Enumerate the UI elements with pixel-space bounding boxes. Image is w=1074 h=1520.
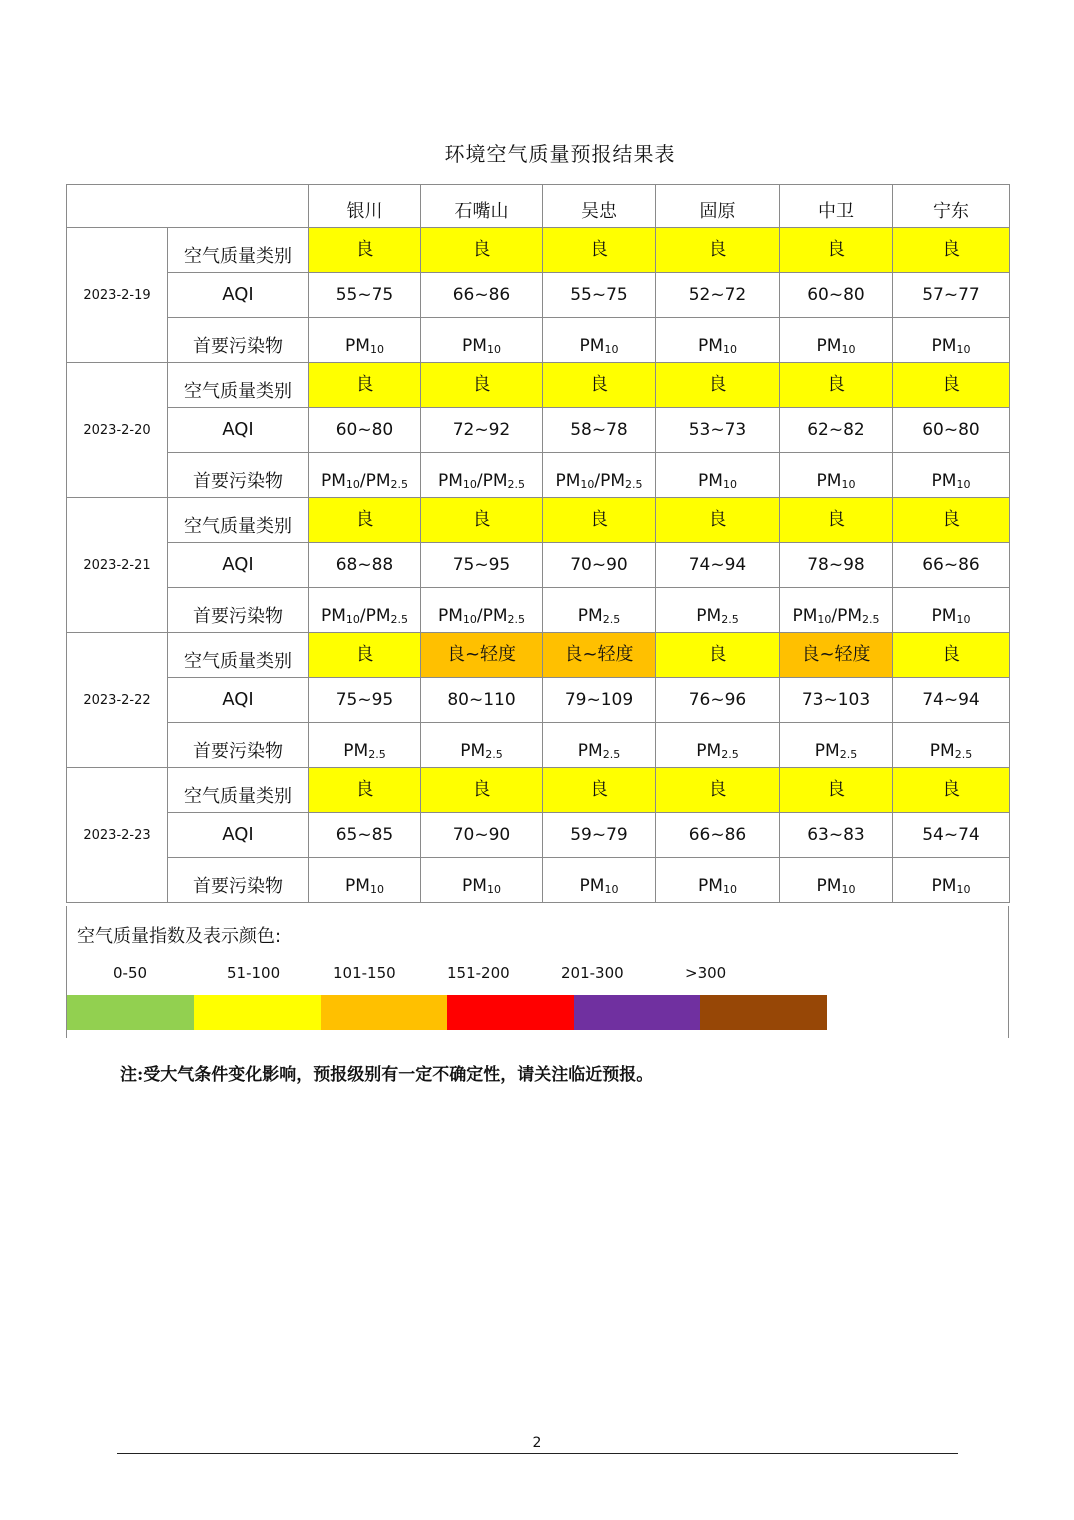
- pollutant-cell: $PM_{2.5}$: [421, 723, 543, 768]
- aqi-cell: 54~74: [893, 813, 1010, 858]
- date-cell: 2023-2-22: [67, 633, 168, 768]
- aqi-cell: 76~96: [656, 678, 780, 723]
- forecast-row-pol: [67, 723, 1010, 768]
- forecast-row-cat: [67, 768, 1010, 813]
- aqi-cell: 70~90: [543, 543, 656, 588]
- forecast-row-pol: [67, 318, 1010, 363]
- category-cell: 良: [543, 498, 656, 543]
- legend-range-label: 101-150: [333, 964, 396, 982]
- category-cell: 良: [780, 768, 893, 813]
- row-label-pol: 首要污染物: [168, 453, 309, 498]
- pollutant-cell: $PM_{10}/PM_{2.5}$: [421, 588, 543, 633]
- aqi-cell: 60~80: [893, 408, 1010, 453]
- aqi-cell: 66~86: [656, 813, 780, 858]
- aqi-cell: 65~85: [309, 813, 421, 858]
- pollutant-cell: $PM_{10}/PM_{2.5}$: [309, 588, 421, 633]
- aqi-cell: 52~72: [656, 273, 780, 318]
- category-cell: 良: [543, 768, 656, 813]
- aqi-legend: [66, 906, 1009, 1038]
- page-number: 2: [532, 1435, 542, 1451]
- row-label-pol: 首要污染物: [168, 588, 309, 633]
- category-cell: 良: [421, 498, 543, 543]
- aqi-cell: 75~95: [309, 678, 421, 723]
- aqi-cell: 55~75: [309, 273, 421, 318]
- aqi-cell: 62~82: [780, 408, 893, 453]
- city-header: 中卫: [780, 185, 893, 228]
- pollutant-cell: $PM_{10}$: [780, 318, 893, 363]
- category-cell: 良: [780, 498, 893, 543]
- forecast-row-cat: [67, 498, 1010, 543]
- pollutant-cell: $PM_{2.5}$: [893, 723, 1010, 768]
- pollutant-cell: $PM_{10}$: [656, 318, 780, 363]
- pollutant-cell: $PM_{2.5}$: [656, 588, 780, 633]
- aqi-cell: 72~92: [421, 408, 543, 453]
- aqi-cell: 66~86: [421, 273, 543, 318]
- pollutant-cell: $PM_{10}$: [780, 453, 893, 498]
- aqi-cell: 73~103: [780, 678, 893, 723]
- city-header: 宁东: [893, 185, 1010, 228]
- aqi-cell: 60~80: [780, 273, 893, 318]
- legend-title: 空气质量指数及表示颜色:: [77, 926, 282, 947]
- date-cell: 2023-2-23: [67, 768, 168, 903]
- row-label-aqi: AQI: [168, 408, 309, 453]
- legend-swatch-purple: [574, 995, 700, 1030]
- forecast-row-pol: [67, 453, 1010, 498]
- pollutant-cell: $PM_{2.5}$: [543, 588, 656, 633]
- category-cell: 良: [656, 633, 780, 678]
- forecast-row-aqi: [67, 678, 1010, 723]
- aqi-cell: 57~77: [893, 273, 1010, 318]
- legend-range-label: 151-200: [447, 964, 510, 982]
- aqi-cell: 80~110: [421, 678, 543, 723]
- category-cell: 良: [543, 228, 656, 273]
- row-label-cat: 空气质量类别: [168, 228, 309, 273]
- aqi-cell: 59~79: [543, 813, 656, 858]
- pollutant-cell: $PM_{10}$: [309, 858, 421, 903]
- pollutant-cell: $PM_{10}$: [309, 318, 421, 363]
- category-cell: 良: [780, 228, 893, 273]
- category-cell: 良: [656, 498, 780, 543]
- category-cell: 良: [893, 768, 1010, 813]
- row-label-aqi: AQI: [168, 813, 309, 858]
- category-cell: 良: [656, 363, 780, 408]
- aqi-cell: 78~98: [780, 543, 893, 588]
- row-label-cat: 空气质量类别: [168, 498, 309, 543]
- row-label-aqi: AQI: [168, 678, 309, 723]
- forecast-row-pol: [67, 858, 1010, 903]
- row-label-cat: 空气质量类别: [168, 363, 309, 408]
- aqi-cell: 70~90: [421, 813, 543, 858]
- pollutant-cell: $PM_{10}$: [543, 318, 656, 363]
- legend-swatch-brown: [700, 995, 827, 1030]
- row-label-pol: 首要污染物: [168, 318, 309, 363]
- pollutant-cell: $PM_{10}/PM_{2.5}$: [780, 588, 893, 633]
- forecast-row-pol: [67, 588, 1010, 633]
- pollutant-cell: $PM_{10}/PM_{2.5}$: [309, 453, 421, 498]
- legend-swatch-yellow: [194, 995, 321, 1030]
- header-blank-cell: [67, 185, 309, 228]
- pollutant-cell: $PM_{10}$: [893, 453, 1010, 498]
- category-cell: 良: [309, 363, 421, 408]
- row-label-cat: 空气质量类别: [168, 633, 309, 678]
- row-label-aqi: AQI: [168, 543, 309, 588]
- category-cell: 良: [309, 768, 421, 813]
- category-cell: 良: [309, 498, 421, 543]
- aqi-cell: 55~75: [543, 273, 656, 318]
- pollutant-cell: $PM_{2.5}$: [656, 723, 780, 768]
- forecast-table: [66, 184, 1010, 903]
- category-cell: 良: [656, 228, 780, 273]
- pollutant-cell: $PM_{2.5}$: [309, 723, 421, 768]
- category-cell: 良: [421, 363, 543, 408]
- aqi-cell: 74~94: [656, 543, 780, 588]
- header-row: [67, 185, 1010, 228]
- row-label-cat: 空气质量类别: [168, 768, 309, 813]
- page-title: 环境空气质量预报结果表: [444, 142, 676, 166]
- category-cell: 良: [421, 768, 543, 813]
- pollutant-cell: $PM_{10}$: [893, 318, 1010, 363]
- category-cell: 良: [893, 363, 1010, 408]
- pollutant-cell: $PM_{10}$: [543, 858, 656, 903]
- category-cell: 良~轻度: [780, 633, 893, 678]
- aqi-cell: 60~80: [309, 408, 421, 453]
- row-label-aqi: AQI: [168, 273, 309, 318]
- aqi-cell: 63~83: [780, 813, 893, 858]
- legend-swatch-green: [67, 995, 194, 1030]
- legend-range-label: 0-50: [113, 964, 148, 982]
- footer-rule: [117, 1453, 958, 1454]
- forecast-row-cat: [67, 228, 1010, 273]
- category-cell: 良~轻度: [543, 633, 656, 678]
- legend-range-label: 51-100: [227, 964, 281, 982]
- row-label-pol: 首要污染物: [168, 858, 309, 903]
- date-cell: 2023-2-21: [67, 498, 168, 633]
- category-cell: 良: [893, 498, 1010, 543]
- legend-swatch-red: [447, 995, 574, 1030]
- date-cell: 2023-2-20: [67, 363, 168, 498]
- pollutant-cell: $PM_{2.5}$: [780, 723, 893, 768]
- aqi-cell: 68~88: [309, 543, 421, 588]
- aqi-cell: 79~109: [543, 678, 656, 723]
- forecast-row-aqi: [67, 408, 1010, 453]
- aqi-cell: 74~94: [893, 678, 1010, 723]
- category-cell: 良: [421, 228, 543, 273]
- category-cell: 良: [893, 633, 1010, 678]
- row-label-pol: 首要污染物: [168, 723, 309, 768]
- aqi-cell: 66~86: [893, 543, 1010, 588]
- pollutant-cell: $PM_{10}$: [656, 858, 780, 903]
- pollutant-cell: $PM_{10}$: [893, 858, 1010, 903]
- forecast-row-aqi: [67, 813, 1010, 858]
- pollutant-cell: $PM_{2.5}$: [543, 723, 656, 768]
- category-cell: 良: [543, 363, 656, 408]
- category-cell: 良: [309, 228, 421, 273]
- legend-range-label: >300: [685, 964, 727, 982]
- category-cell: 良: [780, 363, 893, 408]
- date-cell: 2023-2-19: [67, 228, 168, 363]
- forecast-row-aqi: [67, 273, 1010, 318]
- pollutant-cell: $PM_{10}$: [421, 858, 543, 903]
- pollutant-cell: $PM_{10}$: [780, 858, 893, 903]
- category-cell: 良: [309, 633, 421, 678]
- legend-range-label: 201-300: [561, 964, 624, 982]
- forecast-row-aqi: [67, 543, 1010, 588]
- aqi-cell: 53~73: [656, 408, 780, 453]
- city-header: 固原: [656, 185, 780, 228]
- city-header: 石嘴山: [421, 185, 543, 228]
- city-header: 吴忠: [543, 185, 656, 228]
- pollutant-cell: $PM_{10}$: [893, 588, 1010, 633]
- legend-swatch-orange: [321, 995, 447, 1030]
- city-header: 银川: [309, 185, 421, 228]
- footnote: 注:受大气条件变化影响，预报级别有一定不确定性，请关注临近预报。: [120, 1065, 654, 1085]
- forecast-row-cat: [67, 633, 1010, 678]
- category-cell: 良: [893, 228, 1010, 273]
- forecast-row-cat: [67, 363, 1010, 408]
- aqi-cell: 75~95: [421, 543, 543, 588]
- pollutant-cell: $PM_{10}$: [656, 453, 780, 498]
- category-cell: 良: [656, 768, 780, 813]
- pollutant-cell: $PM_{10}/PM_{2.5}$: [543, 453, 656, 498]
- aqi-cell: 58~78: [543, 408, 656, 453]
- pollutant-cell: $PM_{10}$: [421, 318, 543, 363]
- category-cell: 良~轻度: [421, 633, 543, 678]
- pollutant-cell: $PM_{10}/PM_{2.5}$: [421, 453, 543, 498]
